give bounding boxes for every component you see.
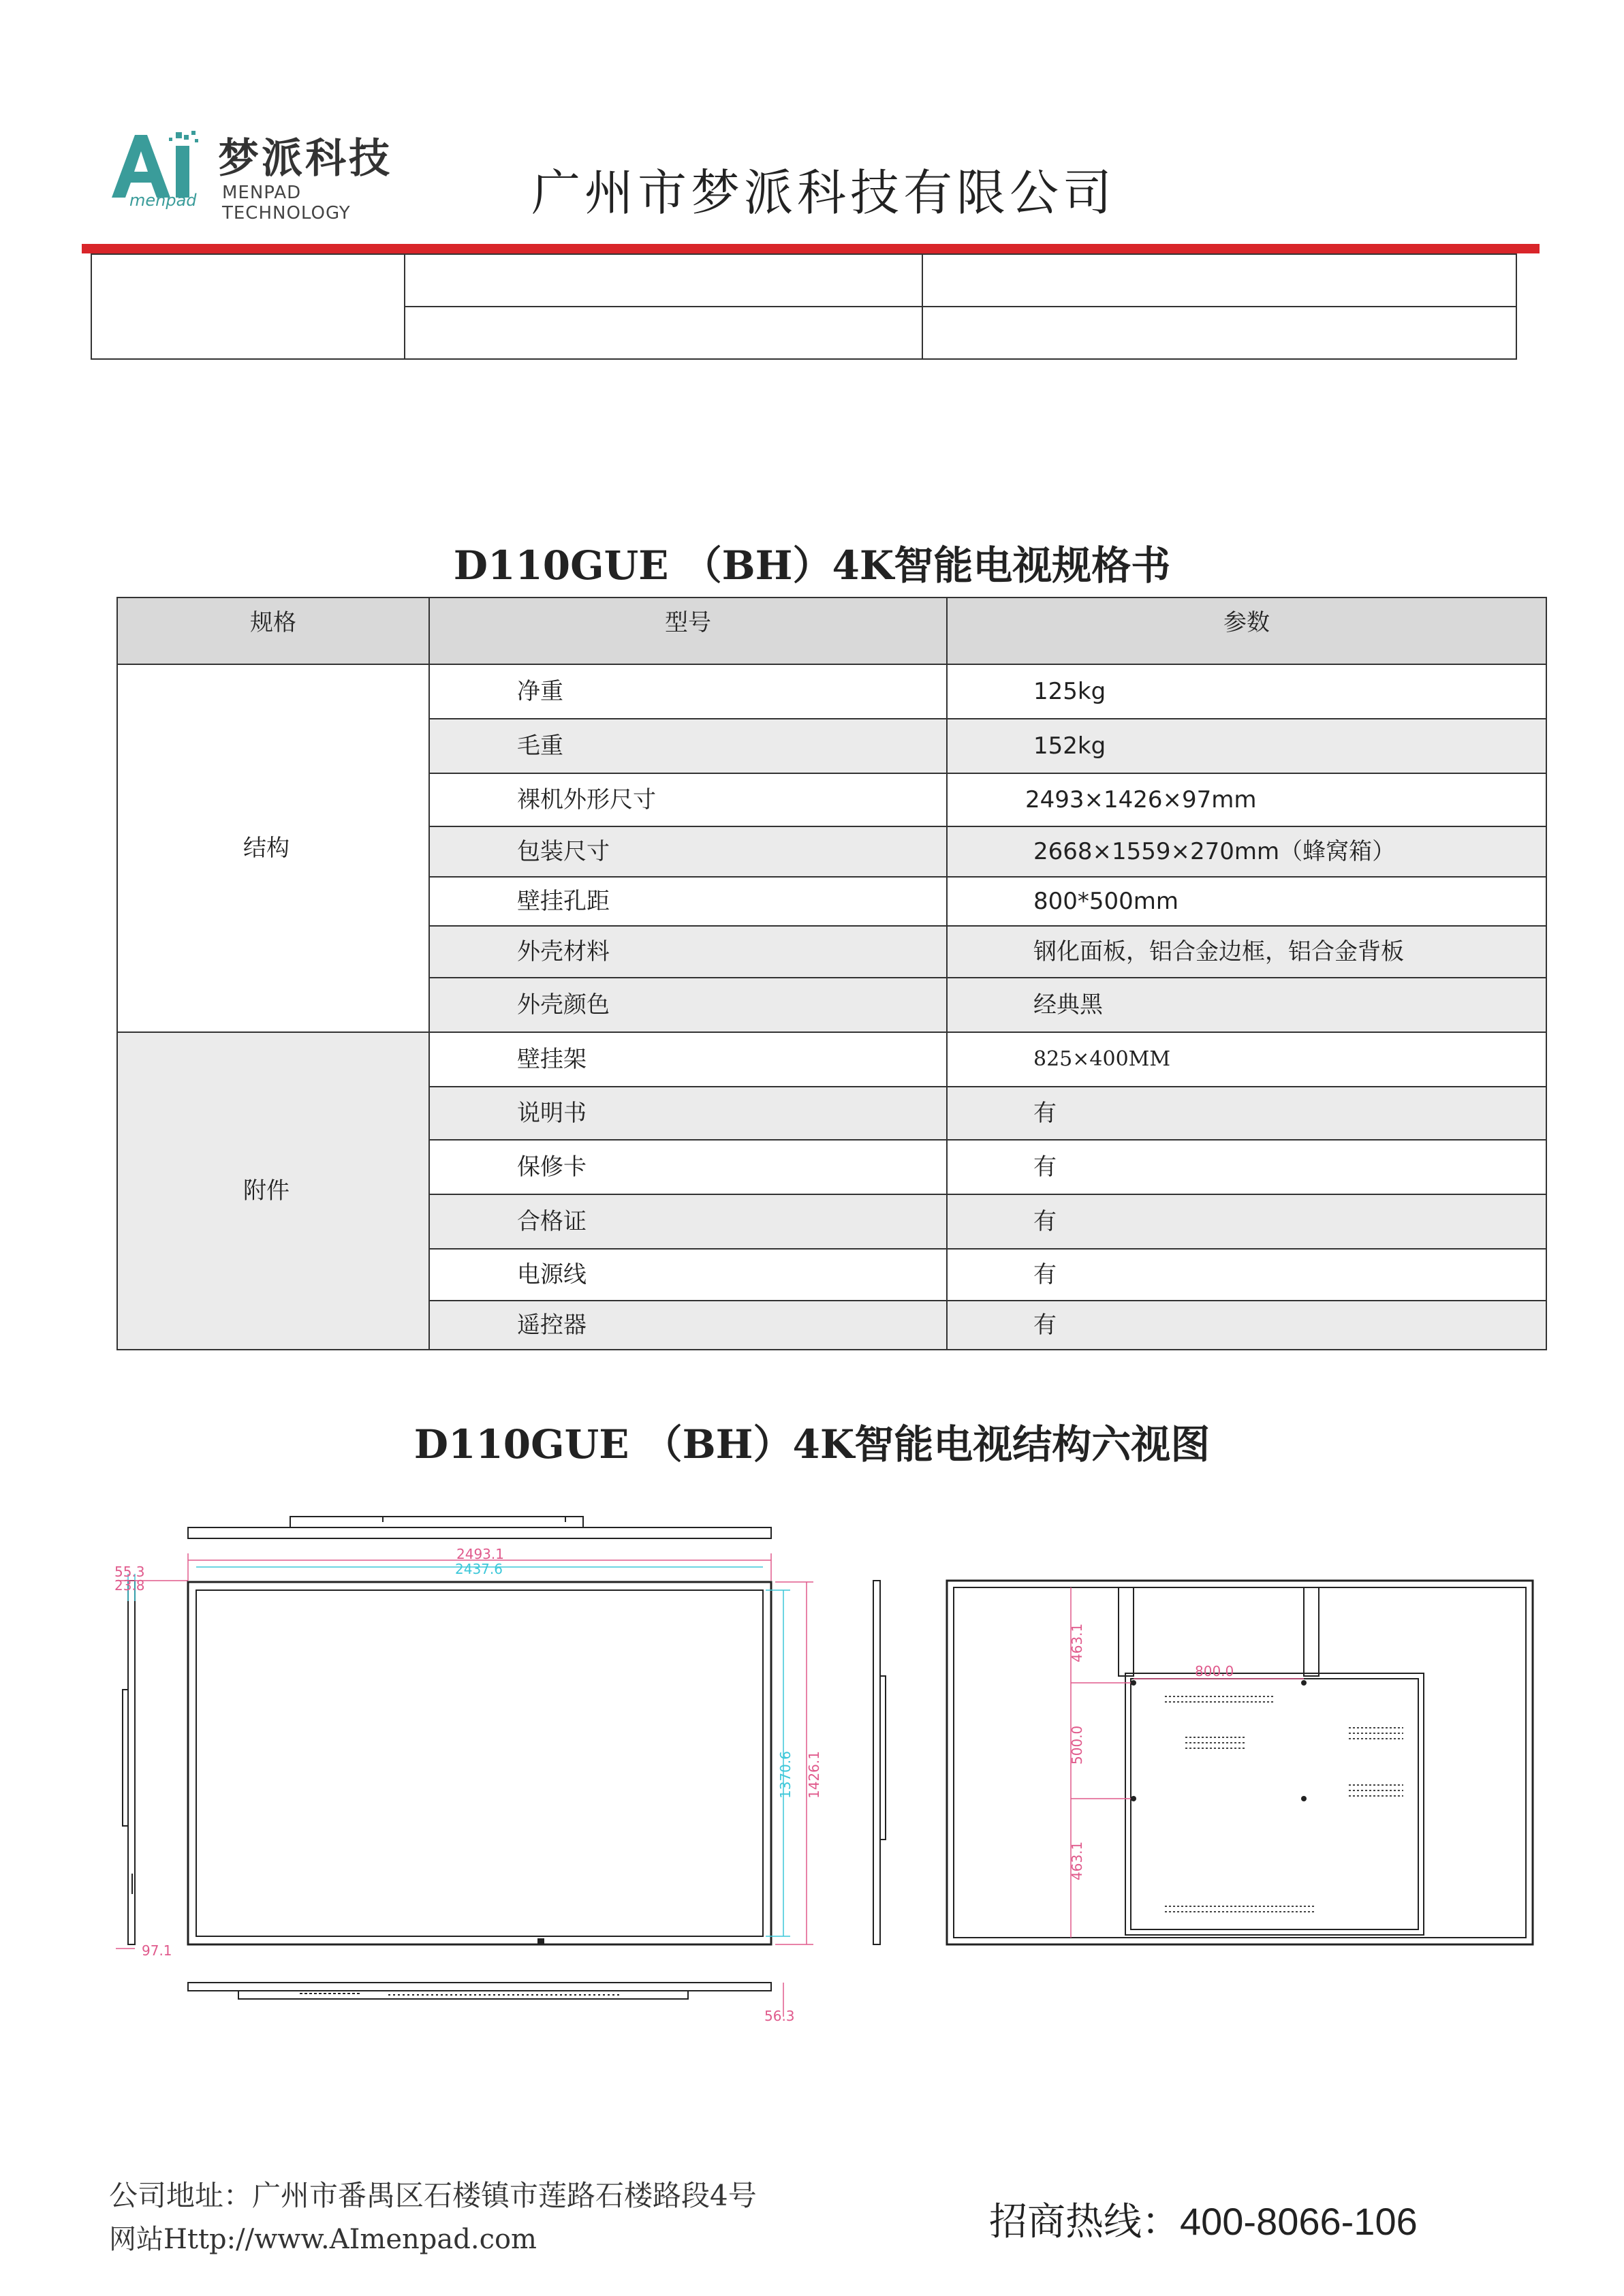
dim-label: 1370.6	[777, 1751, 794, 1799]
hotline-number[interactable]: 400-8066-106	[1180, 2200, 1418, 2243]
spec-value: 钢化面板，铝合金边框，铝合金背板	[947, 926, 1546, 978]
spec-item: 外壳颜色	[429, 978, 947, 1032]
dim-label: 23.8	[114, 1577, 145, 1594]
dim-label: 97.1	[142, 1942, 172, 1959]
spec-item: 毛重	[429, 719, 947, 773]
spec-item: 裸机外形尺寸	[429, 773, 947, 826]
spec-item: 净重	[429, 664, 947, 719]
dim-label: 55.3	[114, 1564, 145, 1580]
right-side-view	[873, 1581, 886, 1944]
rear-view	[947, 1581, 1533, 1944]
logo-english-name: MENPAD TECHNOLOGY	[222, 183, 351, 223]
spec-item: 保修卡	[429, 1140, 947, 1194]
dim-label: 56.3	[764, 2008, 795, 2024]
column-header: 型号	[429, 598, 947, 664]
spec-value: 有	[947, 1249, 1546, 1301]
column-header: 规格	[117, 598, 429, 664]
six-view-drawing	[102, 1512, 1574, 2037]
spec-value: 125kg	[947, 664, 1546, 719]
header-rule	[82, 244, 1540, 253]
logo-chinese-name: 梦派科技	[218, 135, 392, 183]
spec-value: 800*500mm	[947, 877, 1546, 926]
dim-label: 2437.6	[455, 1561, 503, 1577]
spec-item: 壁挂架	[429, 1032, 947, 1087]
left-side-view	[116, 1574, 188, 1949]
table-row	[117, 664, 1546, 719]
spec-item: 说明书	[429, 1087, 947, 1140]
grid-divider	[404, 306, 1516, 307]
company-logo	[109, 129, 422, 223]
hotline-label: 招商热线：	[989, 2200, 1180, 2244]
spec-item: 包装尺寸	[429, 826, 947, 877]
top-view	[188, 1517, 771, 1538]
spec-item: 遥控器	[429, 1301, 947, 1350]
company-name: 广州市梦派科技有限公司	[531, 164, 1116, 221]
spec-value: 有	[947, 1194, 1546, 1249]
group-label: 结构	[117, 664, 429, 1032]
svg-text:menpad: menpad	[129, 191, 197, 210]
group-label: 附件	[117, 1032, 429, 1350]
spec-value: 152kg	[947, 719, 1546, 773]
spec-value: 有	[947, 1140, 1546, 1194]
spec-table	[116, 597, 1547, 1350]
logo-mark-icon	[109, 129, 211, 211]
spec-item: 壁挂孔距	[429, 877, 947, 926]
dim-label: 500.0	[1069, 1725, 1085, 1765]
column-header: 参数	[947, 598, 1546, 664]
spec-value: 825×400MM	[947, 1032, 1546, 1087]
dim-label: 2493.1	[456, 1546, 504, 1562]
footer-hotline	[989, 2198, 1418, 2246]
spec-value: 有	[947, 1087, 1546, 1140]
spec-value: 经典黑	[947, 978, 1546, 1032]
footer-address: 公司地址：广州市番禺区石楼镇市莲路石楼路段4号	[109, 2179, 757, 2212]
dim-label: 800.0	[1195, 1663, 1234, 1679]
spec-value: 有	[947, 1301, 1546, 1350]
spec-title: D110GUE （BH）4K智能电视规格书	[453, 542, 1171, 589]
spec-item: 合格证	[429, 1194, 947, 1249]
spec-value: 2668×1559×270mm（蜂窝箱）	[947, 826, 1546, 877]
spec-item: 外壳材料	[429, 926, 947, 978]
bottom-view	[188, 1983, 783, 2017]
spec-item: 电源线	[429, 1249, 947, 1301]
views-title: D110GUE （BH）4K智能电视结构六视图	[413, 1421, 1211, 1468]
dim-label: 463.1	[1069, 1841, 1085, 1880]
table-row	[117, 1032, 1546, 1087]
dim-label: 1426.1	[806, 1751, 822, 1799]
dim-label: 463.1	[1069, 1623, 1085, 1662]
spec-value: 2493×1426×97mm	[947, 773, 1546, 826]
footer-website[interactable]: 网站Http://www.AImenpad.com	[109, 2224, 537, 2255]
header-empty-table	[91, 253, 1517, 360]
front-view	[188, 1553, 813, 1944]
